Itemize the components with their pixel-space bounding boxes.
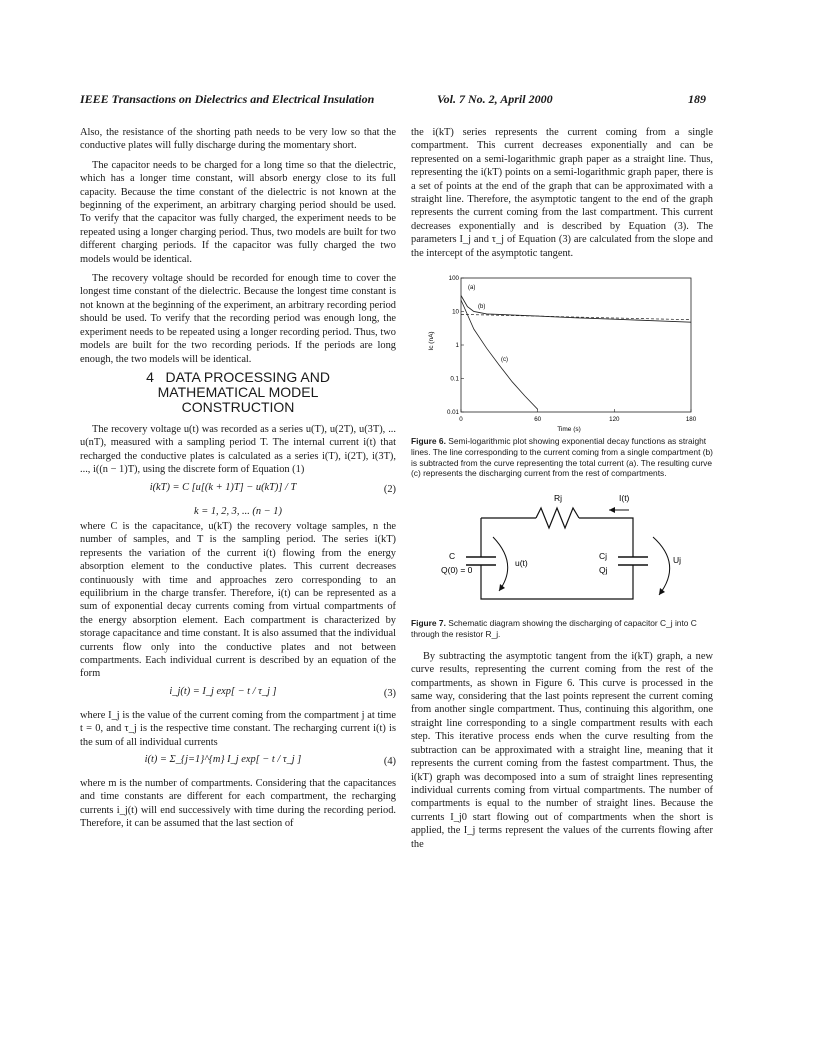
caption-text: Semi-logarithmic plot showing exponential decay functions as straight lines. The line corresponding to the current coming from a single compartment (b) is subtracted from the curve representing the total current (a). The resulting curve (c) represents the discharging current from the rest of compartments.	[411, 436, 713, 479]
equation-3	[80, 681, 396, 709]
right-column	[411, 126, 713, 851]
section-number: 4	[146, 368, 154, 385]
arrow-head-icon	[609, 507, 615, 513]
circuit-diagram	[411, 489, 713, 614]
figure-7-caption	[411, 618, 713, 640]
equation-2	[80, 477, 396, 505]
y-tick-label: 1	[455, 342, 459, 350]
label-it: I(t)	[619, 493, 630, 504]
arrow-head-icon	[659, 588, 665, 595]
x-tick-label: 180	[685, 416, 697, 424]
label-qj: Qj	[599, 565, 608, 576]
equation-body: i_j(t) = I_j exp[ − t / τ_j ]	[169, 685, 277, 697]
figure-6-caption	[411, 436, 713, 479]
paragraph: the i(kT) series represents the current coming from a single compartment. This current decreases exponentially and can be represented on a semi-logarithmic graph paper as a straight line. Thus, representing the i(kT) points on a semi-logarithmic graph paper, there is a set of points at the end of the graph that can be approximated with a straight line. Therefore, the asymptotic tangent to the end of the graph represents the current coming from the last compartment. This current decreases exponentially and is described by Equation (3). The parameters I_j and τ_j of Equation (3) are calculated from the slope and the intercept of the asymptotic tangent.	[411, 127, 713, 259]
arrow-head-icon	[499, 584, 505, 591]
section-title-line: DATA PROCESSING AND	[165, 368, 330, 385]
paragraph: where C is the capacitance, u(kT) the recovery voltage samples, n the number of samples, and T is the sampling period. The series i(kT) represents the variation of the current i(t) flowing from the energy absorption element to the conductive plates. This current decreases continuously with time and approaches zero corresponding to an equilibrium in the charge transfer. Therefore, i(t) can be represented as a sum of exponential decay currents coming from virtual compartments of the energy absorption element. Each compartment is characterized by storage capacitance and time constant. It is also assumed that the individual currents flow only into the conductive plates and not between compartments. Each individual current is described by an equation of the form	[80, 520, 396, 680]
running-header-journal: IEEE Transactions on Dielectrics and Electrical Insulation	[80, 92, 375, 106]
label-q0: Q(0) = 0	[441, 565, 473, 576]
equation-number: (2)	[383, 483, 396, 495]
y-tick-label: 10	[452, 308, 459, 316]
equation-condition: k = 1, 2, 3, ... (n − 1)	[194, 505, 282, 517]
series-label-c: (c)	[501, 357, 508, 364]
paragraph: where m is the number of compartments. Considering that the capacitances and time constants are different for each compartment, the recharging currents i_j(t) will end successively with time during the recording period. Therefore, it can be assumed that the last section of	[80, 778, 396, 830]
left-column	[80, 126, 396, 831]
x-tick-label: 120	[609, 416, 620, 424]
x-tick-label: 0	[459, 416, 463, 424]
section-title-line: CONSTRUCTION	[181, 398, 295, 415]
circuit-wire	[481, 565, 633, 599]
x-tick-label: 60	[534, 416, 542, 424]
y-tick-label: 100	[448, 275, 459, 283]
resistor-symbol	[536, 508, 579, 528]
y-tick-label: 0.1	[450, 375, 459, 383]
paragraph: The capacitor needs to be charged for a long time so that the dielectric, which has a longer time constant, will absorb energy close to its full capacity. Because the time constant of the dielectric is not known at the beginning of the experiment, an arbitrary charging period should be used. To verify that the capacitor was fully charged, the experiment needs to be repeated using a longer charging period. Thus, two models are built for two different charging periods. If the capacitor was fully charged the two models would be identical.	[80, 159, 396, 265]
label-ut: u(t)	[515, 558, 528, 569]
semi-log-plot	[411, 266, 713, 434]
voltage-arc	[493, 537, 508, 591]
paragraph: By subtracting the asymptotic tangent from the i(kT) graph, a new curve results, representing the current coming from the rest of the compartments, as shown in Figure 6. This curve is processed in the same way, considering that the last points represent the current coming from another single compartment. Thus, continuing this algorithm, one straight line corresponding to a single compartment results with each step. This iterative process ends when the curve resulting from the subtraction can be approximated with a straight line, meaning that it represents the current coming from the fastest compartment. Thus, the i(kT) graph was decomposed into a sum of straight lines representing individual currents coming from virtual compartments. The number of compartments is equal to the number of straight lines. Because the currents I_j0 start flowing out of compartments when the short is applied, the I_j terms represent the values of the currents flowing after the	[411, 650, 713, 850]
voltage-arc	[653, 537, 670, 595]
running-header-volume: Vol. 7 No. 2, April 2000	[437, 92, 553, 106]
caption-text: Schematic diagram showing the discharging of capacitor C_j into C through the resistor R_j.	[411, 618, 697, 640]
x-axis-label: Time (s)	[557, 426, 581, 434]
page-number: 189	[688, 92, 706, 106]
section-heading	[80, 370, 396, 415]
equation-body: i(kT) = C [u[(k + 1)T] − u(kT)] / T	[149, 481, 297, 493]
paragraph: where I_j is the value of the current coming from the compartment j at time t = 0, and τ_j is the respective time constant. The recharging current i(t) is the sum of all individual currents	[80, 709, 396, 748]
series-line	[461, 314, 691, 319]
y-tick-label: 0.01	[446, 409, 459, 417]
label-uj: Uj	[673, 555, 682, 566]
paragraph: Also, the resistance of the shorting path needs to be very low so that the conductive plates will fully discharge during the momentary short.	[80, 127, 396, 152]
figure-7	[411, 489, 713, 614]
equation-number: (4)	[383, 756, 396, 768]
paragraph: The recovery voltage u(t) was recorded as a series u(T), u(2T), u(3T), ... u(nT), measured with a sampling period T. The internal current i(t) that recharged the conductive plates is calculated as a series i(T), i(2T), i(3T), ..., i((n − 1)T), using the discrete form of Equation (1)	[80, 423, 396, 476]
caption-label: Figure 6.	[411, 436, 446, 447]
section-title-line: MATHEMATICAL MODEL	[157, 383, 319, 400]
equation-4	[80, 749, 396, 777]
label-cj: Cj	[599, 551, 608, 562]
equation-number: (3)	[383, 687, 396, 699]
series-label-a: (a)	[468, 285, 476, 292]
equation-body: i(t) = Σ_{j=1}^{m} I_j exp[ − t / τ_j ]	[144, 754, 302, 766]
label-c: C	[449, 551, 456, 562]
y-axis-label: Ic (nA)	[428, 331, 435, 351]
figure-6	[411, 266, 713, 434]
series-line	[461, 300, 538, 409]
series-label-b: (b)	[478, 304, 486, 311]
label-rj: Rj	[554, 493, 563, 504]
caption-label: Figure 7.	[411, 618, 446, 629]
plot-frame	[461, 278, 691, 412]
series-line	[461, 296, 691, 323]
paragraph: The recovery voltage should be recorded for enough time to cover the longest time constant of the dielectric. Because the longest time constant is not known at the beginning of the experiment, an arbitrary recording period should be used. To verify that the recording period was enough long, the experiment needs to be repeated using a longer recording period. Thus, two models are built for the two recording periods. If the periods are long enough, the two models will be identical.	[80, 273, 396, 365]
